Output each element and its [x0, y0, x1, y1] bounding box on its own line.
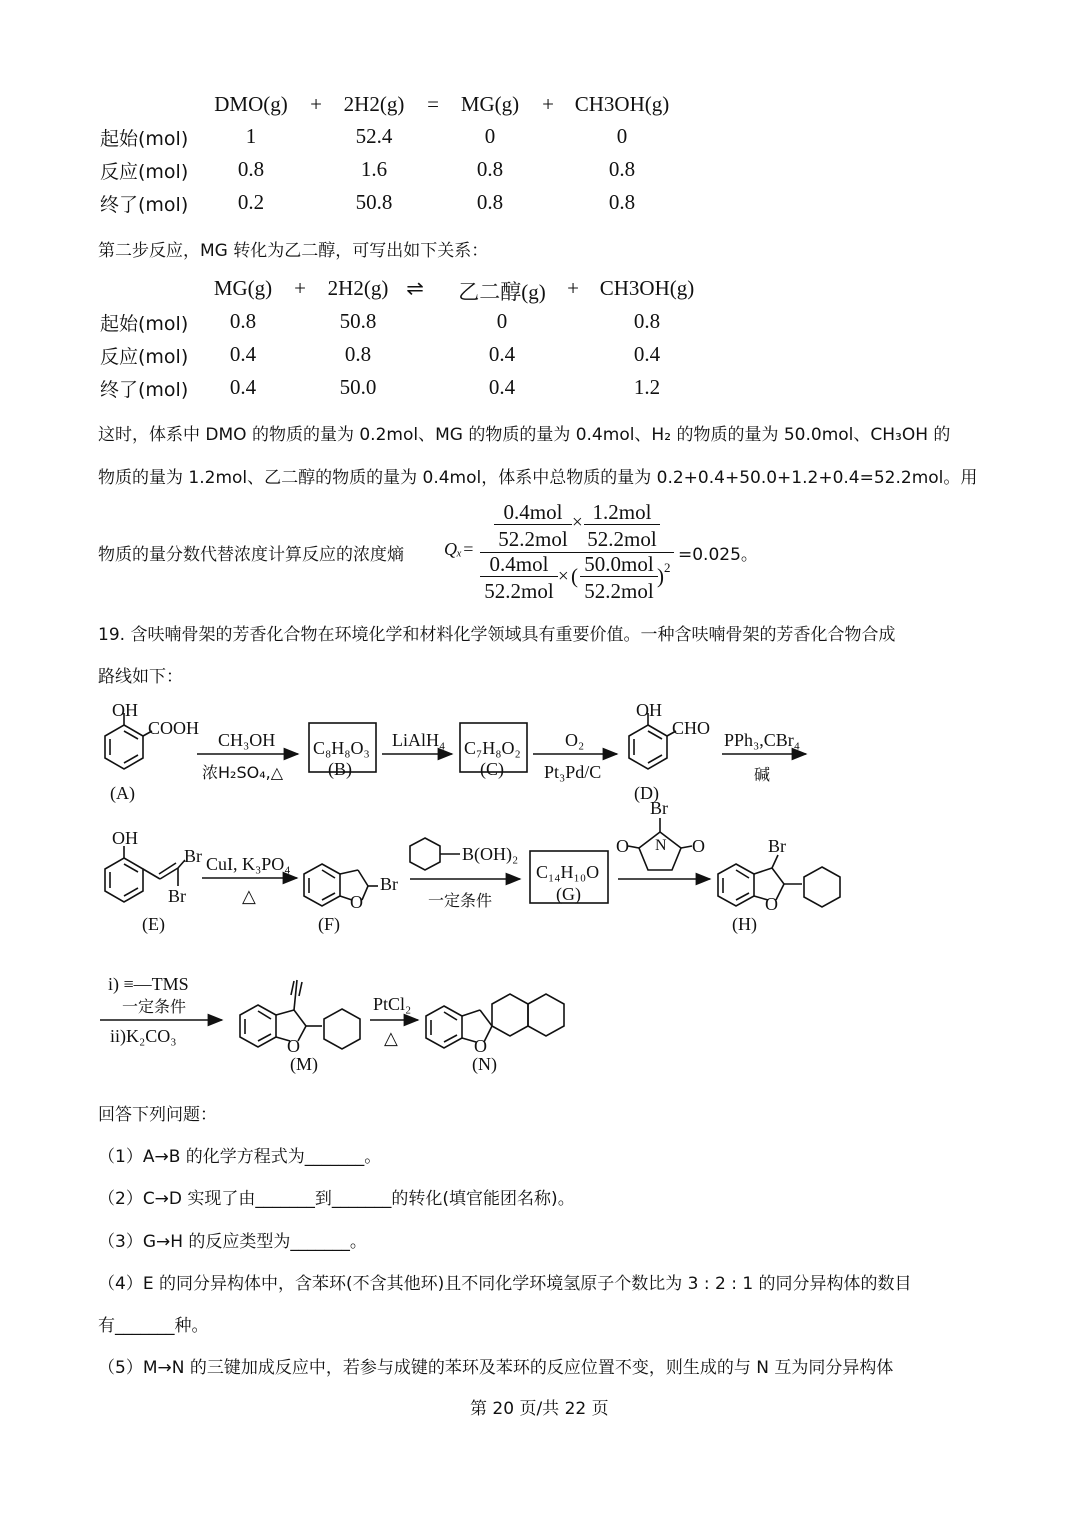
paragraph-line: 这时，体系中 DMO 的物质的量为 0.2mol、MG 的物质的量为 0.4mol、H₂ 的物质的量为 50.0mol、CH₃OH 的: [98, 425, 951, 445]
reagent-r1-bottom: 浓H₂SO₄,△: [202, 763, 284, 782]
label-H: (H): [732, 914, 757, 934]
label-B: (B): [328, 759, 352, 779]
label-H-br: Br: [768, 836, 786, 856]
header-cell: 2H2(g): [327, 276, 389, 300]
table-cell: 0.8: [344, 342, 372, 366]
reagent-r5-bottom: △: [242, 886, 256, 906]
label-D-oh: OH: [636, 700, 662, 720]
header-cell: +: [542, 92, 554, 116]
table-cell: 0.4: [633, 342, 661, 366]
row-label: 起始(mol): [100, 313, 189, 335]
row-label: 起始(mol): [100, 128, 189, 150]
table-cell: 0.8: [237, 157, 265, 181]
header-cell: +: [294, 276, 306, 300]
label-M: (M): [290, 1054, 318, 1074]
times-sign: ×: [572, 512, 583, 533]
label-N: (N): [472, 1054, 497, 1074]
reagent-r2-top: LiAlH₄: [392, 730, 446, 750]
fraction-bar: [480, 576, 558, 577]
formula-G: C₁₄H₁₀O: [536, 862, 600, 882]
right-paren: ): [657, 564, 664, 588]
label-F-o: O: [350, 892, 363, 912]
row-label: 终了(mol): [100, 379, 189, 401]
formula-B: C₈H₈O₃: [313, 738, 370, 758]
table-cell: 0.8: [608, 190, 636, 214]
label-E: (E): [142, 914, 165, 934]
table-cell: 0.8: [476, 157, 504, 181]
times-sign: ×: [558, 566, 569, 587]
header-cell: =: [427, 92, 439, 116]
label-H-o: O: [765, 894, 778, 914]
row-label: 反应(mol): [100, 346, 189, 368]
question-19-text: 路线如下：: [98, 667, 183, 687]
label-D: (D): [634, 783, 659, 803]
reagent-r8-top2: 一定条件: [122, 997, 187, 1016]
benzene-ring-boronic: [410, 838, 440, 870]
fraction-denominator: 52.2mol: [587, 527, 657, 551]
header-cell: 乙二醇(g): [458, 280, 546, 304]
fraction-numerator: 1.2mol: [592, 500, 652, 524]
answer-intro: 回答下列问题：: [98, 1105, 217, 1125]
header-cell: CH3OH(g): [599, 276, 695, 300]
reagent-r9-bottom: △: [384, 1028, 398, 1048]
reagent-r3-bottom: Pt₃Pd/C: [544, 762, 602, 782]
label-G: (G): [556, 884, 581, 904]
table-cell: 0: [484, 124, 496, 148]
sub-question-4: （4）E 的同分异构体中，含苯环(不含其他环)且不同化学环境氢原子个数比为 3 : 2 : 1 的同分异构体的数目: [98, 1274, 912, 1294]
table-cell: 0: [616, 124, 628, 148]
label-M-o: O: [287, 1036, 300, 1056]
formula-prefix: 物质的量分数代替浓度计算反应的浓度熵: [98, 545, 404, 565]
phenyl-ring-M: [324, 1009, 360, 1049]
header-cell: DMO(g): [214, 92, 288, 116]
step2-intro: 第二步反应，MG 转化为乙二醇，可写出如下关系：: [98, 241, 489, 261]
sub-question-1: （1）A→B 的化学方程式为_______。: [98, 1147, 382, 1167]
reagent-r5-top: CuI, K₃PO₄: [206, 854, 291, 874]
exponent: 2: [664, 560, 671, 575]
label-D-cho: CHO: [672, 718, 711, 738]
label-nbs-o1: O: [616, 836, 629, 856]
fraction-bar: [584, 524, 660, 525]
table-cell: 52.4: [355, 124, 393, 148]
table-cell: 0.4: [229, 375, 257, 399]
naphthalene-ring-1: [492, 994, 528, 1036]
label-nbs-n: N: [655, 837, 667, 854]
sub-question-5: （5）M→N 的三键加成反应中，若参与成键的苯环及苯环的反应位置不变，则生成的与 N 互为同分异构体: [98, 1358, 894, 1378]
fraction-bar: [494, 524, 572, 525]
sub-question-2: （2）C→D 实现了由_______到_______的转化(填官能团名称)。: [98, 1189, 575, 1209]
table-cell: 0.4: [229, 342, 257, 366]
question-19-text: 19. 含呋喃骨架的芳香化合物在环境化学和材料化学领域具有重要价值。一种含呋喃骨架的芳香化合物合成: [98, 625, 896, 645]
paragraph-line: 物质的量为 1.2mol、乙二醇的物质的量为 0.4mol，体系中总物质的量为 0.2+0.4+50.0+1.2+0.4=52.2mol。用: [98, 468, 978, 488]
label-E-br1: Br: [184, 846, 202, 866]
table-cell: 50.8: [339, 309, 377, 333]
sub-question-3: （3）G→H 的反应类型为_______。: [98, 1232, 367, 1252]
label-A-cooh: COOH: [148, 718, 200, 738]
fraction-denominator: 52.2mol: [484, 579, 554, 603]
header-cell: MG(g): [213, 276, 273, 300]
label-A-oh: OH: [112, 700, 138, 720]
table-cell: 0.8: [633, 309, 661, 333]
fraction-denominator: 52.2mol: [498, 527, 568, 551]
label-nbs-br: Br: [650, 798, 668, 818]
fraction-denominator: 52.2mol: [584, 579, 654, 603]
reagent-r9-top: PtCl₂: [373, 994, 412, 1014]
page-footer: 第 20 页/共 22 页: [470, 1399, 609, 1419]
left-paren: (: [571, 564, 578, 588]
label-F: (F): [318, 914, 340, 934]
table-cell: 0: [496, 309, 508, 333]
row-label: 反应(mol): [100, 161, 189, 183]
reagent-r4-bottom: 碱: [754, 765, 771, 784]
table-cell: 1.6: [360, 157, 388, 181]
label-E-oh: OH: [112, 828, 138, 848]
label-nbs-o2: O: [692, 836, 705, 856]
row-label: 终了(mol): [100, 194, 189, 216]
table-cell: 0.4: [488, 375, 516, 399]
table-cell: 0.8: [229, 309, 257, 333]
fraction-numerator: 0.4mol: [489, 552, 549, 576]
reagent-r8-top1: i) ≡—TMS: [108, 974, 189, 994]
label-C: (C): [480, 759, 504, 779]
table-cell: 0.2: [237, 190, 265, 214]
reagent-r6-top: B(OH)₂: [462, 844, 519, 864]
table-cell: 0.8: [608, 157, 636, 181]
table-cell: 0.8: [476, 190, 504, 214]
q-symbol: Qₓ=: [444, 539, 475, 559]
reagent-r3-top: O₂: [565, 730, 585, 750]
fraction-numerator: 50.0mol: [584, 552, 654, 576]
reagent-r6-bottom: 一定条件: [428, 891, 493, 910]
table-cell: 1.2: [633, 375, 661, 399]
label-E-br2: Br: [168, 886, 186, 906]
fraction-numerator: 0.4mol: [503, 500, 563, 524]
table-cell: 50.0: [339, 375, 377, 399]
label-F-br: Br: [380, 874, 398, 894]
header-cell: +: [567, 276, 579, 300]
header-cell: CH3OH(g): [574, 92, 670, 116]
fraction-bar: [580, 576, 658, 577]
header-cell: +: [310, 92, 322, 116]
table-cell: 1: [245, 124, 257, 148]
header-cell: 2H2(g): [343, 92, 405, 116]
header-cell: ⇌: [406, 276, 424, 300]
table-cell: 0.4: [488, 342, 516, 366]
formula-C: C₇H₈O₂: [464, 738, 521, 758]
header-cell: MG(g): [460, 92, 520, 116]
label-N-o: O: [474, 1036, 487, 1056]
reagent-r1-top: CH₃OH: [218, 730, 276, 750]
sub-question-4-cont: 有_______种。: [98, 1316, 209, 1336]
naphthalene-ring-2: [528, 994, 564, 1036]
table-cell: 50.8: [355, 190, 393, 214]
reagent-r8-bottom: ii)K₂CO₃: [110, 1026, 177, 1046]
reagent-r4-top: PPh₃,CBr₄: [724, 730, 801, 750]
synthesis-scheme: [0, 690, 1080, 1090]
phenyl-ring-H: [804, 867, 840, 907]
label-A: (A): [110, 783, 135, 803]
formula-result: =0.025。: [678, 545, 758, 565]
